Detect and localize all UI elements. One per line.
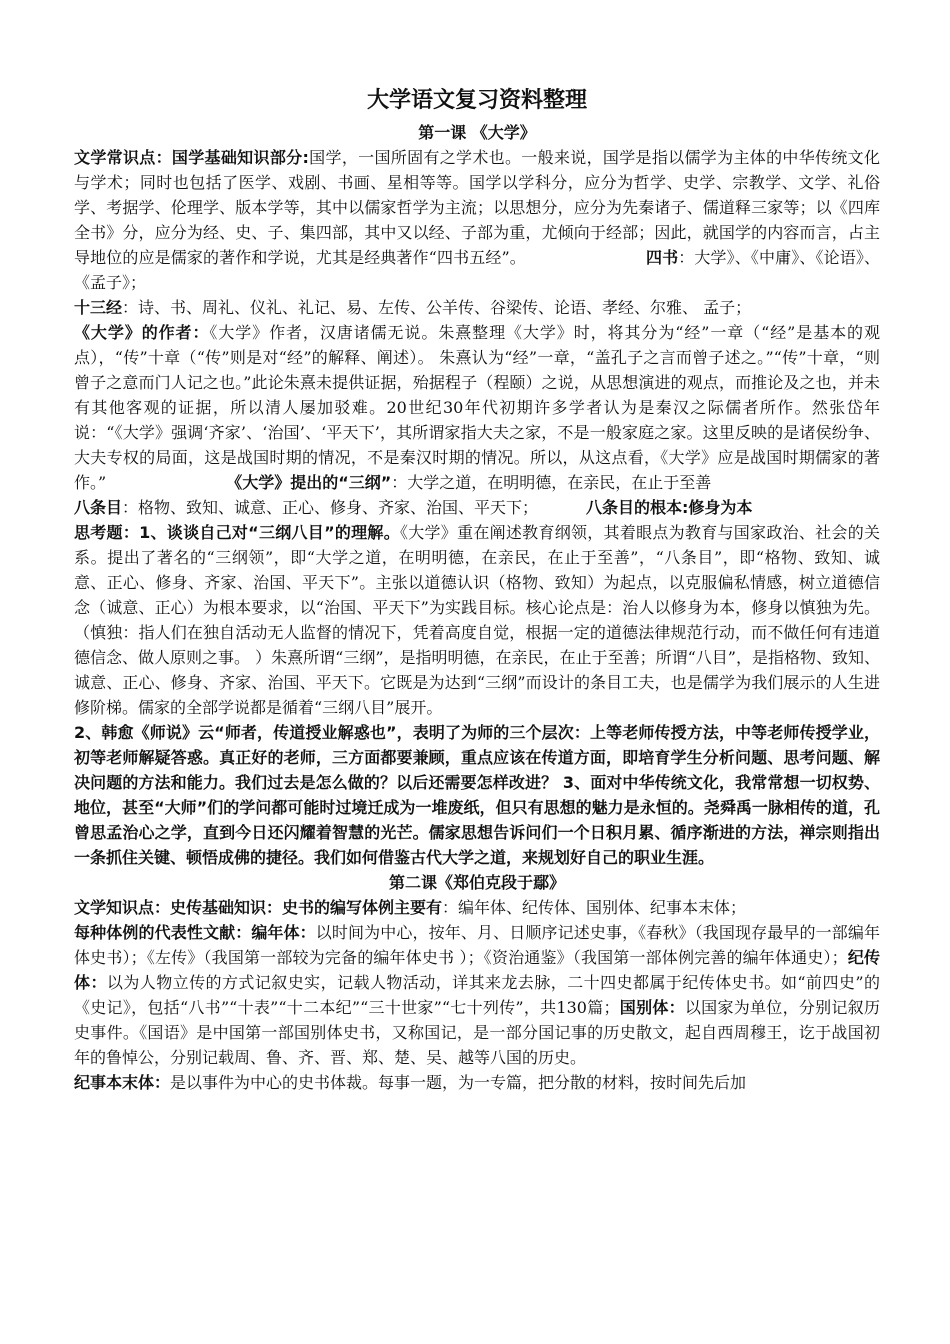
lesson-2-paragraph-jishibenmoti bbox=[74, 1070, 880, 1095]
text-batiaomu: ：格物、致知、诚意、正心、修身、齐家、治国、平天下； bbox=[122, 498, 539, 517]
lesson-1-paragraph-batiaomu bbox=[74, 495, 880, 520]
lesson-2-paragraph-representative bbox=[74, 920, 880, 1070]
text-author: 《大学》作者，汉唐诸儒无说。朱熹整理《大学》时，将其分为“经”一章（“经”是基本的观点），“传”十章（“传”则是对“经”的解释、阐述）。 朱熹认为“经”一章，“盖孔子之言而曾子述之。”“传”十章，“则曾子之意而门人记之也。”此论朱熹未提供证据，殆据程子（程颐）之说，从思想演进的观点，而推论及之也，并未有其他客观的证据，所以清人屡加驳难。20世纪30年代初期许多学者认为是秦汉之际儒者所作。然张岱年说：“《大学》强调‘齐家’、‘治国’、‘平天下’，其所谓家指大夫之家，不是一般家庭之家。这里反映的是诸侯纷争、大夫专权的局面，这是战国时期的情况，不是秦汉时期的情况。所以，从这点看，《大学》应是战国时期儒家的著作。” bbox=[74, 323, 880, 492]
label-tili: 文学知识点：史传基础知识：史书的编写体例主要有 bbox=[74, 898, 443, 917]
lesson-1-paragraph-questions-2-3: 2、韩愈《师说》云“师者，传道授业解惑也”，表明了为师的三个层次：上等老师传授方法，中等老师传授学业，初等老师解疑答惑。真正好的老师，三方面都要兼顾，重点应该在传道方面，即培育学生分析问题、思考问题、解决问题的方法和能力。我们过去是怎么做的？以后还需要怎样改进？ 3、面对中华传统文化，我常常想一切权势、地位，甚至“大师”们的学问都可能时过境迁成为一堆废纸，但只有思想的魅力是永恒的。尧舜禹一脉相传的道，孔曾思孟治心之学，直到今日还闪耀着智慧的光芒。儒家思想告诉问们一个日积月累、循序渐进的方法，禅宗则指出一条抓住关键、顿悟成佛的捷径。我们如何借鉴古代大学之道，来规划好自己的职业生涯。 bbox=[74, 723, 880, 867]
text-guobieti: 以国家为单位，分别记叙历史事件。《国语》是中国第一部国别体史书，又称国记，是一部分国记事的历史散文，起自西周穆王，讫于战国初年的鲁悼公，分别记载周、鲁、齐、晋、郑、楚、吴、越等八国的历史。 bbox=[74, 998, 880, 1067]
lesson-2-heading: 第二课《郑伯克段于鄢》 bbox=[388, 873, 565, 892]
lesson-1-paragraph-author bbox=[74, 320, 880, 495]
lesson-1-paragraph-guoxue bbox=[74, 145, 880, 295]
label-shisanjing: 十三经 bbox=[74, 298, 123, 317]
text-sangang: ：大学之道，在明明德，在亲民，在止于至善 bbox=[391, 473, 712, 492]
document-page bbox=[74, 84, 880, 1095]
lesson-2-paragraph-tili bbox=[74, 895, 880, 920]
text-tili: ：编年体、纪传体、国别体、纪事本末体； bbox=[442, 898, 747, 917]
label-batiaomu-root: 八条目的根本:修身为本 bbox=[586, 498, 753, 517]
text-shisanjing: ：诗、书、周礼、仪礼、礼记、易、左传、公羊传、谷梁传、论语、孝经、尔雅、 孟子； bbox=[122, 298, 752, 317]
label-guobieti: 国别体： bbox=[619, 998, 685, 1017]
label-jishibenmoti: 纪事本末体： bbox=[74, 1073, 171, 1092]
label-question-1: 思考题：1、谈谈自己对“三纲八目”的理解。 bbox=[74, 523, 400, 542]
document-title: 大学语文复习资料整理 bbox=[366, 88, 587, 113]
label-sangang: 《大学》提出的“三纲” bbox=[226, 473, 392, 492]
label-author: 《大学》的作者： bbox=[74, 323, 210, 342]
label-guoxue: 文学常识点：国学基础知识部分: bbox=[74, 148, 309, 167]
text-biannianti: 以时间为中心，按年、月、日顺序记述史事，《春秋》（我国现存最早的一部编年体史书）；《左传》（我国第一部较为完备的编年体史书 ）；《资治通鉴》（我国第一部体例完善的编年体通史）； bbox=[74, 923, 880, 967]
text-question-1: 《大学》重在阐述教育纲领，其着眼点为教育与国家政治、社会的关系。提出了著名的“三纲领”，即“大学之道，在明明德，在亲民，在止于至善”，“八条目”，即“格物、致知、诚意、正心、修身、齐家、治国、平天下”。主张以道德认识（格物、致知）为起点，以克服偏私情感，树立道德信念（诚意、正心）为根本要求，以“治国、平天下”为实践目标。核心论点是：治人以修身为本，修身以慎独为先。（慎独：指人们在独自活动无人监督的情况下，凭着高度自觉，根据一定的道德法律规范行动，而不做任何有违道德信念、做人原则之事。 ）朱熹所谓“三纲”，是指明明德，在亲民，在止于至善；所谓“八目”，是指格物、致知、诚意、正心、修身、齐家、治国、平天下。它既是为达到“三纲”而设计的条目工夫，也是儒学为我们展示的人生进修阶梯。儒家的全部学说都是循着“三纲八目”展开。 bbox=[74, 523, 880, 717]
label-jizhuanti: 纪传体： bbox=[74, 948, 880, 992]
label-batiaomu: 八条目 bbox=[74, 498, 123, 517]
text-jishibenmoti: 是以事件为中心的史书体裁。每事一题，为一专篇，把分散的材料，按时间先后加 bbox=[170, 1073, 747, 1092]
lesson-1-paragraph-shisanjing bbox=[74, 295, 880, 320]
text-sishu: ：大学》、《中庸》、《论语》、《孟子》； bbox=[74, 248, 880, 292]
label-sishu: 四书 bbox=[645, 248, 679, 267]
text-guoxue: 国学，一国所固有之学术也。一般来说，国学是指以儒学为主体的中华传统文化与学术；同时也包括了医学、戏剧、书画、星相等等。国学以学科分，应分为哲学、史学、宗教学、文学、礼俗学、考据学、伦理学、版本学等，其中以儒家哲学为主流；以思想分，应分为先秦诸子、儒道释三家等；以《四库全书》分，应分为经、史、子、集四部，其中又以经、子部为重，尤倾向于经部；因此，就国学的内容而言，占主导地位的应是儒家的著作和学说，尤其是经典著作“四书五经”。 bbox=[74, 148, 880, 267]
lesson-1-heading: 第一课 《大学》 bbox=[418, 123, 536, 142]
lesson-1-paragraph-question-1 bbox=[74, 520, 880, 720]
label-biannianti: 每种体例的代表性文献：编年体： bbox=[74, 923, 316, 942]
text-jizhuanti: 以为人物立传的方式记叙史实，记载人物活动，详其来龙去脉，二十四史都属于纪传体史书。如“前四史”的《史记》，包括“八书”“十表”“十二本纪”“三十世家”“七十列传”，共130篇； bbox=[74, 973, 880, 1017]
